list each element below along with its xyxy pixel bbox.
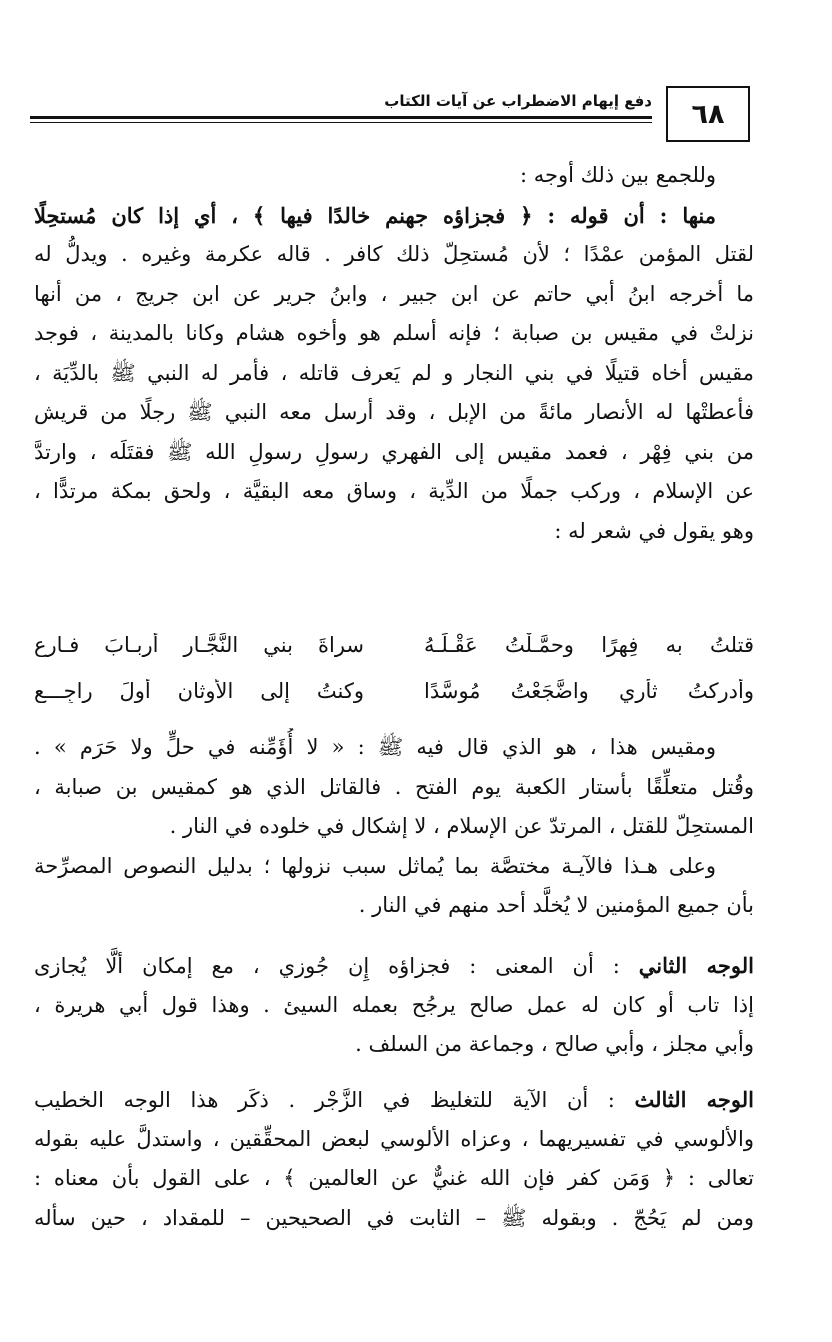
text-line (34, 946, 754, 986)
text-line: وأبي مجلز ، وأبي صالح ، وجماعة من السلف . (355, 1032, 754, 1056)
verse-hemistich-left: سراةَ بني النَّجَّـارِ أربـابَ فـارِعِ (34, 633, 364, 657)
text-line: فأعطتْها له الأنصار مائةً من الإبل ، وقد أرسل معه النبي ﷺ رجلًا من قريش (34, 400, 754, 424)
header-rule-thick (30, 116, 652, 119)
second-aspect-heading: الوجه الثاني (638, 953, 754, 978)
verse-hemistich-left: وكنتُ إلى الأوثانِ أولَ راجِـــعِ (34, 679, 364, 703)
paragraph-second-aspect (34, 946, 754, 1065)
page-number: ٦٨ (666, 86, 750, 142)
paragraph-third-aspect (34, 1080, 754, 1238)
verse-row (34, 622, 754, 668)
second-aspect-text: : أن المعنى : فجزاؤه إِن جُوزي ، مع إمكان ألَّا يُجازى (34, 954, 639, 978)
verse-row (34, 668, 754, 714)
text-line: من بني فِهْر ، فعمد مقيس إلى الفهري رسولِ رسولِ الله ﷺ فقتَلَه ، وارتدَّ (34, 439, 754, 464)
first-aspect-line: منها : أن قوله : ﴿ فجزاؤه جهنم خالدًا فيها ﴾ ، أي إذا كان مُستحِلًا (34, 202, 716, 228)
text-line: تعالى : ﴿ وَمَن كفر فإن الله غنيٌّ عن العالمين ﴾ ، على القول بأن معناه : (34, 1166, 754, 1190)
paragraph-maqis (34, 728, 754, 926)
text-line: وقُتل متعلِّقًا بأستار الكعبة يوم الفتح . فالقاتل الذي هو كمقيس بن صبابة ، (34, 774, 754, 799)
text-line: ومقيس هذا ، هو الذي قال فيه ﷺ : « لا أُؤَمِّنه في حلٍّ ولا حَرَم » . (34, 735, 716, 759)
verse-hemistich-right: قتلتُ به فِهرًا وحمَّـلْتُ عَقْـلَـهُ (424, 633, 754, 657)
text-line: بأن جميع المؤمنين لا يُخلَّد أحد منهم في النار . (358, 893, 754, 917)
text-line: ومن لم يَحُجّ . وبقوله ﷺ – الثابت في الصحيحين – للمقداد ، حين سأله (34, 1205, 754, 1230)
paragraph-intro (34, 156, 754, 551)
text-line: نزلتْ في مقيس بن صبابة ؛ فإنه أسلم هو وأخوه هشام وكانا بالمدينة ، فوجد (34, 321, 754, 345)
text-line: إذا تاب أو كان له عمل صالح يرجُح بعمله السيئ . وهذا قول أبي هريرة ، (34, 992, 754, 1017)
verse-hemistich-right: وأدركتُ ثأري واضَّجَعْتُ مُوسَّدًا (424, 679, 754, 703)
text-line: وللجمع بين ذلك أوجه : (520, 163, 716, 187)
text-line: المستحِلّ للقتل ، المرتدّ عن الإسلام ، لا إشكال في خلوده في النار . (169, 814, 754, 838)
third-aspect-text: : أن الآية للتغليظ في الزَّجْر . ذكَر هذا الوجه الخطيب (34, 1088, 635, 1112)
text-line (34, 1080, 754, 1120)
text-line (34, 196, 754, 236)
third-aspect-heading: الوجه الثالث (634, 1087, 754, 1112)
text-line: مقيس أخاه قتيلًا في بني النجار و لم يَعرف قاتله ، فأمر له النبي ﷺ بالدِّيَة ، (34, 360, 754, 385)
text-line: لقتل المؤمن عمْدًا ؛ لأن مُستحِلّ ذلك كافر . قاله عكرمة وغيره . ويدلُّ له (34, 242, 754, 266)
text-line: ما أخرجه ابنُ أبي حاتم عن ابن جبير ، وابنُ جرير عن ابن جريج ، من أنها (34, 281, 754, 306)
text-line: عن الإسلام ، وركب جملًا من الدِّية ، وساق معه البقيَّة ، ولحق بمكة مرتدًّا ، (34, 479, 754, 503)
text-line: وهو يقول في شعر له : (554, 518, 754, 543)
text-line: وعلى هـذا فالآيـة مختصَّة بما يُماثل سبب نزولها ؛ بدليل النصوص المصرِّحة (34, 853, 716, 878)
text-line: والألوسي في تفسيريهما ، وعزاه الألوسي لبعض المحقِّقين ، واستدلَّ عليه بقوله (34, 1126, 754, 1151)
poem (34, 622, 754, 714)
running-title: دفع إيهام الاضطراب عن آيات الكتاب (384, 92, 652, 110)
header-rule-thin (30, 122, 652, 123)
